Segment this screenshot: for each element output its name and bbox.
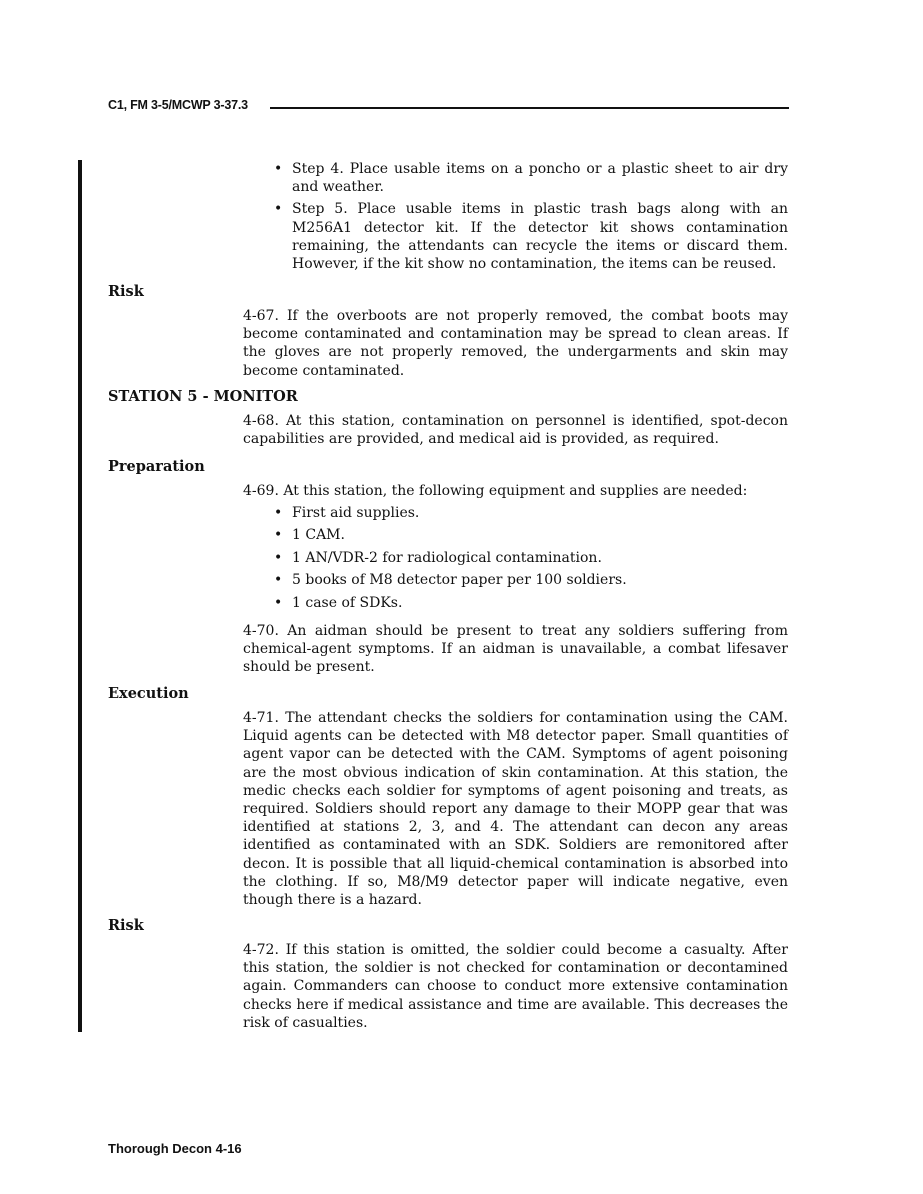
list-item: • First aid supplies.: [243, 504, 788, 522]
paragraph-4-67: 4-67. If the overboots are not properly removed, the combat boots may become contaminated and contamination may be spread to clean areas. If the gloves are not properly removed, the undergarments and skin may become contaminated.: [243, 308, 788, 379]
running-header: [108, 98, 789, 116]
list-item: • 5 books of M8 detector paper per 100 soldiers.: [243, 571, 788, 589]
change-bar: [78, 160, 82, 1032]
section-heading-execution: Execution: [108, 685, 189, 702]
paragraph-4-70: 4-70. An aidman should be present to treat any soldiers suffering from chemical-agent symptoms. If an aidman is unavailable, a combat lifesaver should be present.: [243, 623, 788, 676]
paragraph-4-71: 4-71. The attendant checks the soldiers for contamination using the CAM. Liquid agents can be detected with M8 detector paper. Small quantities of agent vapor can be detected with the CAM. Symptoms of agent poisoning are the most obvious indication of skin contamination. At this station, the medic checks each soldier for symptoms of agent poisoning and treats, as required. Soldiers should report any damage to their MOPP gear that was identified at stations 2, 3, and 4. The attendant can decon any areas identified as contaminated with an SDK. Soldiers are remonitored after decon. It is possible that all liquid-chemical contamination is absorbed into the clothing. If so, M8/M9 detector paper will indicate negative, even though there is a hazard.: [243, 710, 788, 909]
section-heading-preparation: Preparation: [108, 458, 205, 475]
equipment-bullet-list: [243, 504, 788, 616]
page-footer: Thorough Decon 4-16: [108, 1141, 242, 1156]
list-item: • Step 4. Place usable items on a poncho or a plastic sheet to air dry and weather.: [243, 160, 788, 196]
section-heading-station-5: STATION 5 - MONITOR: [108, 388, 298, 405]
list-item: • 1 AN/VDR-2 for radiological contamination.: [243, 549, 788, 567]
header-rule: [270, 107, 789, 109]
list-item: • 1 CAM.: [243, 526, 788, 544]
running-header-label: C1, FM 3-5/MCWP 3-37.3: [108, 98, 248, 112]
section-heading-risk: Risk: [108, 283, 144, 300]
paragraph-4-68: 4-68. At this station, contamination on personnel is identified, spot-decon capabilities are provided, and medical aid is provided, as required.: [243, 413, 788, 448]
list-item: • Step 5. Place usable items in plastic trash bags along with an M256A1 detector kit. If the detector kit shows contamination remaining, the attendants can recycle the items or discard them. However, if the kit show no contamination, the items can be reused.: [243, 200, 788, 273]
section-heading-risk: Risk: [108, 917, 144, 934]
list-item: • 1 case of SDKs.: [243, 594, 788, 612]
paragraph-4-69: 4-69. At this station, the following equipment and supplies are needed:: [243, 483, 748, 499]
step-bullet-list: [243, 160, 788, 277]
paragraph-4-72: 4-72. If this station is omitted, the soldier could become a casualty. After this station, the soldier is not checked for contamination or decontamined again. Commanders can choose to conduct more extensive contamination checks here if medical assistance and time are available. This decreases the risk of casualties.: [243, 942, 788, 1031]
